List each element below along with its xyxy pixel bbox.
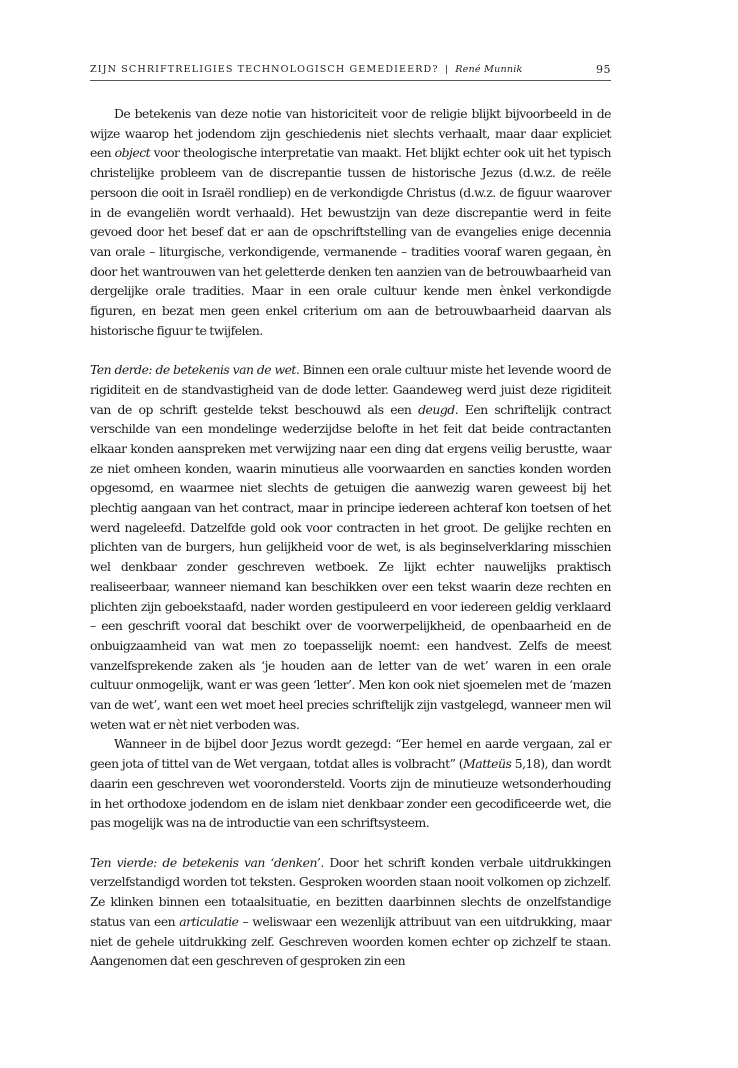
page-number: 95 <box>596 63 611 76</box>
text-segment: . Door het schrift konden verbale uitdrukkingen verzelfstandigd worden tot teksten. Gesproken woorden staan nooit volkomen op zichzelf. Ze klinken binnen een totaalsituatie, en bezitten daarbinnen slechts de onzelfstandige status van een <box>90 854 611 929</box>
text-segment: De betekenis van deze notie van historiciteit voor de religie blijkt bijvoorbeeld in de wijze waarop het jodendom zijn geschiedenis niet slechts verhaalt, maar daar expliciet een <box>90 106 611 161</box>
emphasis-object: object <box>114 145 151 161</box>
running-author: René Munnik <box>455 64 523 75</box>
header-rule <box>90 80 611 81</box>
paragraph-ten-vierde <box>90 853 611 971</box>
body-text <box>90 104 611 971</box>
text-segment: . Binnen een orale cultuur miste het levende woord de rigiditeit en de standvastigheid van de dode letter. Gaandeweg werd juist deze rigiditeit van de op schrift gestelde tekst beschouwd als een <box>90 362 611 417</box>
emphasis-deugd: deugd <box>418 401 455 417</box>
paragraph-bijbel <box>90 734 611 833</box>
text-segment: voor theologische interpretatie van maakt. Het blijkt echter ook uit het typisch christelijke probleem van de discrepantie tussen de historische Jezus (d.w.z. de reële persoon die ooit in Israël rondliep) en de verkondigde Christus (d.w.z. de figuur waarover in de evangeliën wordt verhaald). Het bewustzijn van deze discrepantie werd in feite gevoed door het besef dat er aan de opschriftstelling van de evangelies enige decennia van orale – liturgische, verkondigende, vermanende – tradities vooraf waren gegaan, èn door het wantrouwen van het geletterde denken ten aanzien van de betrouwbaarheid van dergelijke orale tradities. Maar in een orale cultuur kende men ènkel verkondigde figuren, en bezat men geen enkel criterium om aan de betrouwbaarheid daarvan als historische figuur te twijfelen. <box>90 145 611 338</box>
running-title-line <box>90 64 523 75</box>
text-segment: 5,18), dan wordt daarin een geschreven wet voorondersteld. Voorts zijn de minutieuze wetsonderhouding in het orthodoxe jodendom en de islam niet denkbaar zonder een gecodificeerde wet, die pas mogelijk was na de introductie van een schriftsysteem. <box>90 756 611 831</box>
emphasis-articulatie: articulatie <box>179 913 239 929</box>
citation-matteus: Matteüs <box>463 756 512 772</box>
header-separator: | <box>444 64 450 75</box>
paragraph-ten-derde <box>90 360 611 734</box>
running-title: ZIJN SCHRIFTRELIGIES TECHNOLOGISCH GEMEDIEERD? <box>90 64 439 75</box>
text-segment: . Een schriftelijk contract verschilde van een mondelinge wederzijdse belofte in het feit dat beide contractanten elkaar konden aanspreken met verwijzing naar een ding dat ergens veilig berustte, waar ze niet omheen konden, waarin minutieus alle voorwaarden en sancties konden worden opgesomd, en waarmee niet slechts de getuigen die aanwezig waren geweest bij het plechtig aangaan van het contract, maar in principe iedereen achteraf kon toetsen of het werd nageleefd. Datzelfde gold ook voor contracten in het groot. De gelijke rechten en plichten van de burgers, hun gelijkheid voor de wet, is als beginselverklaring misschien wel denkbaar zonder geschreven wetboek. Ze lijkt echter nauwelijks praktisch realiseerbaar, wanneer niemand kan beschikken over een tekst waarin deze rechten en plichten zijn geboekstaafd, nader worden gestipuleerd en voor iedereen geldig verklaard – een geschrift vooral dat beschikt over de voorwerpelijkheid, de openbaarheid en de onbuigzaamheid van wat men zo toepasselijk noemt: een handvest. Zelfs de meest vanzelfsprekende zaken als ‘je houden aan de letter van de wet’ waren in een orale cultuur onmogelijk, want er was geen ‘letter’. Men kon ook niet sjoemelen met de ‘mazen van de wet’, want een wet moet heel precies schriftelijk zijn vastgelegd, wanneer men wil weten wat er nèt niet verboden was. <box>90 401 611 732</box>
text-segment: Wanneer in de bijbel door Jezus wordt gezegd: “Eer hemel en aarde vergaan, zal er geen jota of tittel van de Wet vergaan, totdat alles is volbracht” ( <box>90 736 611 772</box>
running-header <box>90 62 611 80</box>
paragraph-historiciteit <box>90 104 611 340</box>
text-segment: – weliswaar een wezenlijk attribuut van een uitdrukking, maar niet de gehele uitdrukking zelf. Geschreven woorden komen echter op zichzelf te staan. Aangenomen dat een geschreven of gesproken zin een <box>90 913 611 969</box>
section-lead-ten-derde: Ten derde: de betekenis van de wet <box>90 362 296 378</box>
section-lead-ten-vierde: Ten vierde: de betekenis van ‘denken’ <box>90 854 321 870</box>
